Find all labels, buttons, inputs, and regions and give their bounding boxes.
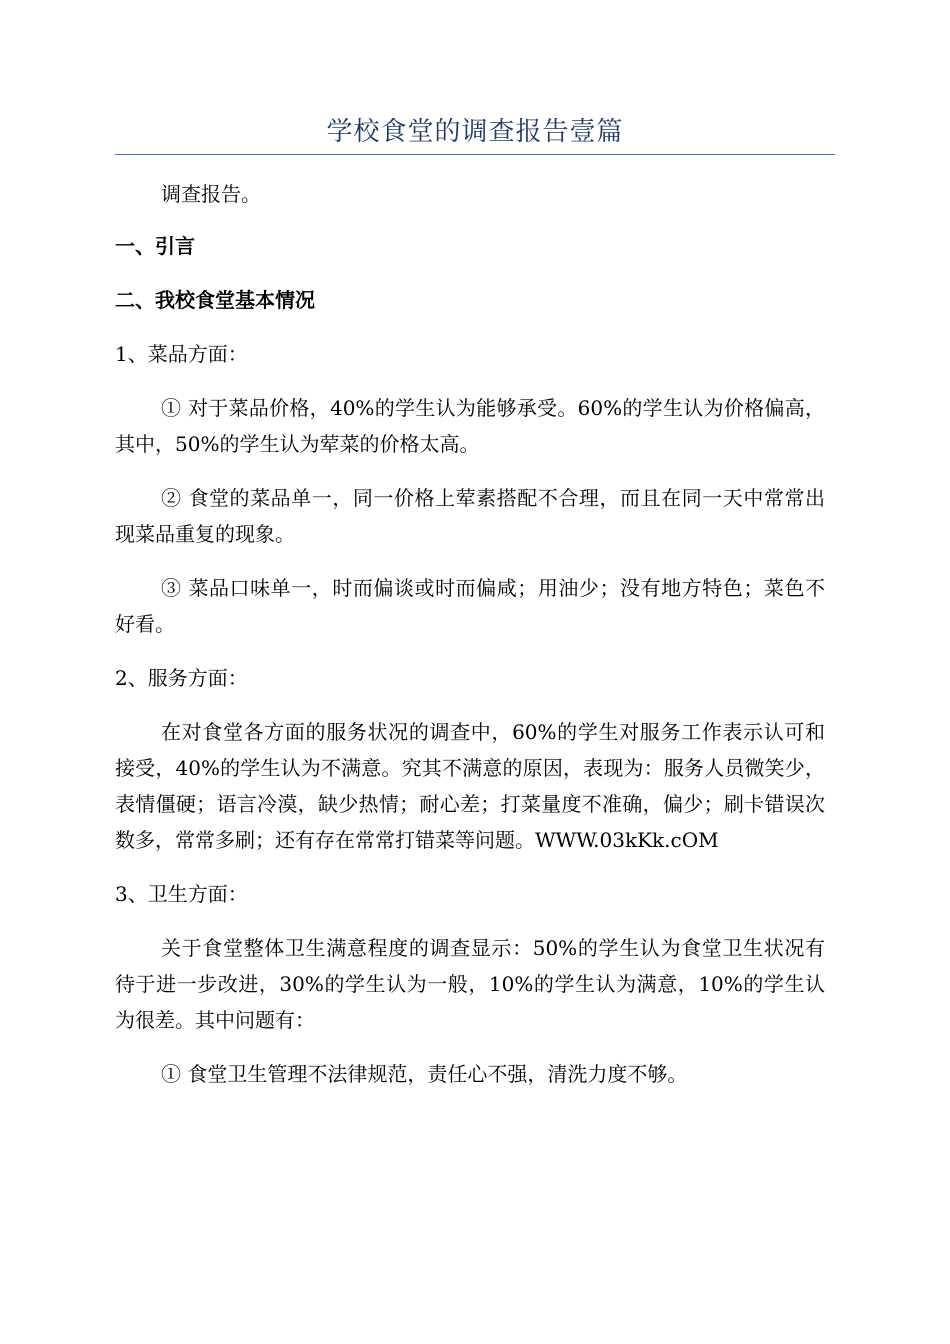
dishes-paragraph-taste: ③ 菜品口味单一，时而偏谈或时而偏咸；用油少；没有地方特色；菜色不好看。	[115, 576, 825, 636]
document-title: 学校食堂的调查报告壹篇	[326, 117, 624, 147]
intro-paragraph: 调查报告。	[161, 182, 261, 206]
document-body	[115, 176, 825, 1110]
section-heading-canteen-overview: 二、我校食堂基本情况	[115, 288, 315, 312]
service-paragraph: 在对食堂各方面的服务状况的调查中，60%的学生对服务工作表示认可和接受，40%的学生认为不满意。究其不满意的原因，表现为：服务人员微笑少，表情僵硬；语言冷漠，缺少热情；耐心差；打菜量度不准确，偏少；刷卡错误次数多，常常多刷；还有存在常常打错菜等问题。WWW.03kKk.cOM	[115, 720, 825, 852]
title-underline	[115, 154, 835, 155]
dishes-paragraph-variety: ② 食堂的菜品单一，同一价格上荤素搭配不合理，而且在同一天中常常出现菜品重复的现象。	[115, 486, 825, 546]
hygiene-paragraph-management: ① 食堂卫生管理不法律规范，责任心不强，清洗力度不够。	[161, 1062, 688, 1086]
hygiene-paragraph-survey: 关于食堂整体卫生满意程度的调查显示：50%的学生认为食堂卫生状况有待于进一步改进，30%的学生认为一般，10%的学生认为满意，10%的学生认为很差。其中问题有：	[115, 936, 825, 1032]
dishes-paragraph-price: ① 对于菜品价格，40%的学生认为能够承受。60%的学生认为价格偏高，其中，50%的学生认为荤菜的价格太高。	[115, 396, 825, 456]
subheading-service: 2、服务方面：	[115, 666, 248, 690]
section-heading-introduction: 一、引言	[115, 234, 195, 258]
subheading-dishes: 1、菜品方面：	[115, 342, 248, 366]
subheading-hygiene: 3、卫生方面：	[115, 882, 248, 906]
